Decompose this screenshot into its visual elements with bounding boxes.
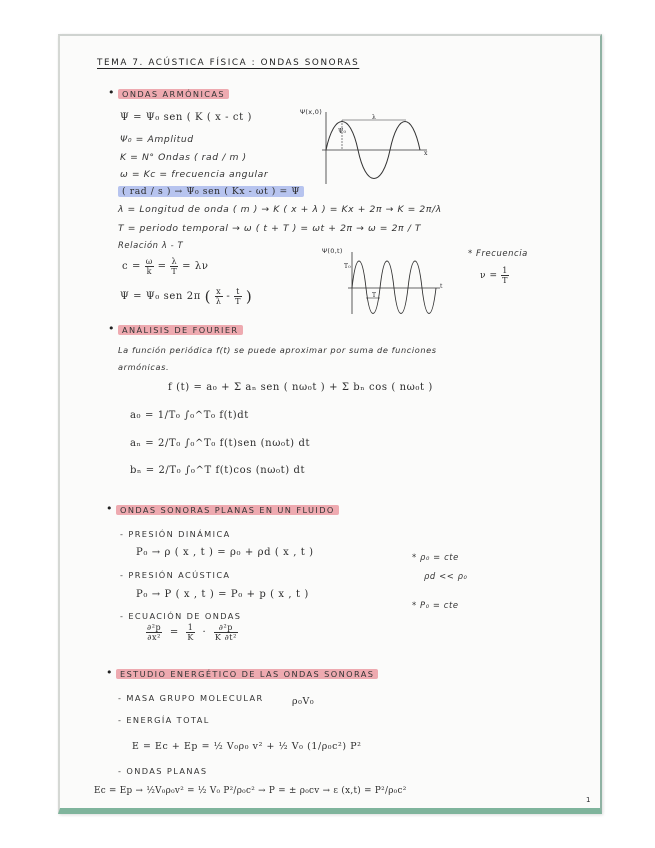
wave-equation: Ψ = Ψ₀ sen ( K ( x - ct ) bbox=[120, 112, 253, 123]
speed-eq-suffix: = λν bbox=[182, 261, 209, 272]
definition-amplitude: Ψ₀ = Amplitud bbox=[120, 134, 194, 145]
period-line: T = periodo temporal → ω ( t + T ) = ωt + 2π → ω = 2π / T bbox=[118, 223, 422, 234]
acoustic-pressure-equation: P₀ → P ( x , t ) = P₀ + p ( x , t ) bbox=[136, 589, 309, 600]
wave-equation-highlighted: ( rad / s ) → Ψ₀ sen ( Kx - ωt ) = Ψ bbox=[118, 186, 304, 197]
fraction-omega-k: $\frac{\omega}{k}$ bbox=[145, 257, 153, 276]
fourier-bn-equation: bₙ = 2/T₀ ∫₀^T f(t)cos (nω₀t) dt bbox=[130, 465, 306, 476]
fourier-series-equation: f (t) = a₀ + Σ aₙ sen ( nω₀t ) + Σ bₙ cos ( nω₀t ) bbox=[168, 382, 433, 393]
fraction-t-T: $\frac{t}{T}$ bbox=[235, 287, 242, 306]
acoustic-pressure-label: - PRESIÓN ACÚSTICA bbox=[120, 570, 231, 580]
graph2-sine-curve bbox=[352, 261, 436, 314]
fourier-text-line2: armónicas. bbox=[118, 362, 170, 372]
definition-wave-number: K = N° Ondas ( rad / m ) bbox=[120, 152, 247, 163]
note-P0-constant: * P₀ = cte bbox=[412, 600, 459, 610]
section-heading-estudio-energetico: ESTUDIO ENERGÉTICO DE LAS ONDAS SONORAS bbox=[116, 669, 378, 679]
relation-label: Relación λ - T bbox=[118, 240, 184, 250]
frequency-eq-prefix: ν = bbox=[480, 271, 498, 281]
wave-equation-label: - ECUACIÓN DE ONDAS bbox=[120, 611, 242, 621]
section-heading-ondas-armonicas: ONDAS ARMÓNICAS bbox=[118, 89, 229, 99]
fourier-an-equation: aₙ = 2/T₀ ∫₀^T₀ f(t)sen (nω₀t) dt bbox=[130, 438, 311, 449]
fourier-text-line1: La función periódica f(t) se puede aproximar por suma de funciones bbox=[118, 345, 437, 355]
graph2-label: Ψ(0,t) bbox=[322, 247, 343, 255]
frequency-equation bbox=[480, 266, 509, 285]
fraction-d2p-dt2: $\frac{\text{∂²p}}{\text{K ∂t²}}$ bbox=[214, 623, 237, 642]
fourier-a0-equation: a₀ = 1/T₀ ∫₀^T₀ f(t)dt bbox=[130, 410, 249, 421]
note-rho0-constant: * ρ₀ = cte bbox=[412, 552, 459, 562]
speed-eq-prefix: c = bbox=[122, 261, 141, 272]
molecular-mass-label: - MASA GRUPO MOLECULAR bbox=[118, 693, 264, 703]
spatial-wave-graph bbox=[312, 112, 432, 184]
graph2-t-label: t bbox=[440, 283, 443, 290]
graph1-psi0-label: Ψ₀ bbox=[338, 128, 347, 135]
definition-angular-frequency: ω = Kc = frecuencia angular bbox=[120, 169, 269, 180]
plane-wave-energy-equation: Ec = Ep → ½V₀ρ₀v² = ½ V₀ P²/ρ₀c² → P = ± ρ₀cv → ε (x,t) = P²/ρ₀c² bbox=[94, 786, 407, 796]
dynamic-pressure-label: - PRESIÓN DINÁMICA bbox=[120, 529, 231, 539]
fraction-1-K: $\frac{1}{K}$ bbox=[187, 623, 194, 642]
psi-eq-prefix: Ψ = Ψ₀ sen 2π bbox=[120, 291, 201, 302]
dynamic-pressure-equation: P₀ → ρ ( x , t ) = ρ₀ + ρd ( x , t ) bbox=[136, 547, 314, 558]
section-heading-ondas-sonoras: ONDAS SONORAS PLANAS EN UN FLUIDO bbox=[116, 505, 339, 515]
speed-equation: c = $\frac{\omega}{k}$ = $\frac{\lambda}{T}$ = λν bbox=[122, 257, 209, 276]
fraction-d2p-dx2: $\frac{\text{∂²p}}{\text{∂x²}}$ bbox=[147, 623, 162, 642]
graph2-T-label: T bbox=[372, 292, 377, 299]
graph2-T0-label: T₀ bbox=[344, 263, 352, 270]
note-rhod-small: ρd << ρ₀ bbox=[424, 571, 468, 581]
wavelength-line: λ = Longitud de onda ( m ) → K ( x + λ ) = Kx + 2π → K = 2π/λ bbox=[118, 204, 442, 215]
bullet-dot: • bbox=[108, 322, 115, 335]
page-number: 1 bbox=[586, 796, 591, 804]
frequency-label: * Frecuencia bbox=[468, 248, 528, 258]
graph1-label: Ψ(x,0) bbox=[300, 108, 323, 116]
fraction-x-lambda: $\frac{x}{\lambda}$ bbox=[215, 287, 222, 306]
section-heading-fourier: ANÁLISIS DE FOURIER bbox=[118, 325, 243, 335]
bullet-dot: • bbox=[108, 86, 115, 99]
graph1-lambda-label: λ bbox=[372, 114, 377, 121]
wave-equation-period-form: Ψ = Ψ₀ sen 2π ( $\frac{x}{\lambda}$ - $\frac{t}{T}$ ) bbox=[120, 287, 253, 306]
plane-waves-label: - ONDAS PLANAS bbox=[118, 766, 208, 776]
page-title: TEMA 7. ACÚSTICA FÍSICA : ONDAS SONORAS bbox=[97, 58, 360, 68]
bullet-dot: • bbox=[106, 666, 113, 679]
acoustic-wave-equation: $\frac{\text{∂²p}}{\text{∂x²}}$ = $\frac{1}{K}$ · $\frac{\text{∂²p}}{\text{K ∂t²}}$ bbox=[147, 623, 237, 642]
temporal-wave-graph bbox=[342, 252, 442, 314]
bullet-dot: • bbox=[106, 502, 113, 515]
total-energy-label: - ENERGÍA TOTAL bbox=[118, 715, 210, 725]
fraction-1-T: $\frac{1}{T}$ bbox=[502, 266, 509, 285]
molecular-mass-value: ρ₀V₀ bbox=[292, 696, 315, 707]
total-energy-equation: E = Ec + Ep = ½ V₀ρ₀ v² + ½ V₀ (1/ρ₀c²) P² bbox=[132, 741, 362, 752]
fraction-lambda-T: $\frac{\lambda}{T}$ bbox=[171, 257, 178, 276]
graph1-x-label: x bbox=[424, 150, 428, 157]
